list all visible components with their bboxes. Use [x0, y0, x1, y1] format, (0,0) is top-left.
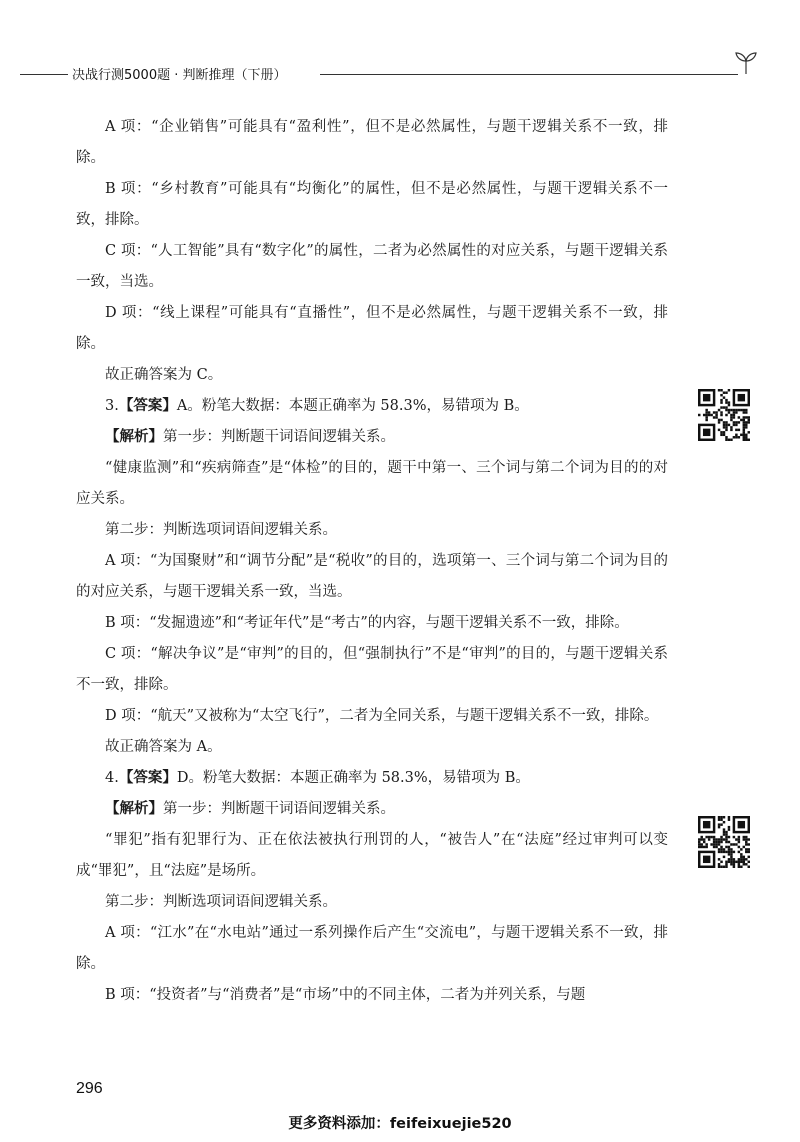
question-number: 3. — [105, 398, 119, 414]
page-number: 296 — [76, 1080, 103, 1097]
paragraph: 故正确答案为 C。 — [105, 367, 223, 383]
paragraph: “健康监测”和“疾病筛查”是“体检”的目的，题干中第一、三个词与第二个词为目的的对应关系。 — [76, 460, 668, 507]
paragraph: D 项：“航天”又被称为“太空飞行”，二者为全同关系，与题干逻辑关系不一致，排除。 — [105, 708, 659, 724]
analysis-label: 【解析】 — [105, 801, 163, 817]
answer-text: D。粉笔大数据：本题正确率为 58.3%，易错项为 B。 — [176, 770, 530, 786]
header-rule-left — [20, 74, 68, 75]
paragraph: A 项：“为国聚财”和“调节分配”是“税收”的目的，选项第一、三个词与第二个词为目的的对应关系，与题干逻辑关系一致，当选。 — [76, 553, 668, 600]
qr-code-icon[interactable] — [698, 389, 750, 441]
paragraph: B 项：“发掘遗迹”和“考证年代”是“考古”的内容，与题干逻辑关系不一致，排除。 — [105, 615, 629, 631]
answer-label: 【答案】 — [118, 398, 177, 414]
analysis-label: 【解析】 — [105, 429, 163, 445]
header-rule-right — [320, 74, 738, 75]
analysis-line — [76, 794, 668, 825]
paragraph: A 项：“企业销售”可能具有“盈利性”，但不是必然属性，与题干逻辑关系不一致，排除。 — [76, 119, 668, 166]
answer-line — [76, 763, 668, 794]
analysis-text: 第一步：判断题干词语间逻辑关系。 — [163, 801, 395, 817]
paragraph: “罪犯”指有犯罪行为、正在依法被执行刑罚的人，“被告人”在“法庭”经过审判可以变成“罪犯”，且“法庭”是场所。 — [76, 832, 668, 879]
paragraph: 故正确答案为 A。 — [105, 739, 222, 755]
qr-code-icon[interactable] — [698, 816, 750, 868]
paragraph: B 项：“乡村教育”可能具有“均衡化”的属性，但不是必然属性，与题干逻辑关系不一致，排除。 — [76, 181, 668, 228]
paragraph: 第二步：判断选项词语间逻辑关系。 — [105, 894, 337, 910]
paragraph: 第二步：判断选项词语间逻辑关系。 — [105, 522, 337, 538]
answer-label: 【答案】 — [118, 770, 177, 786]
paragraph: A 项：“江水”在“水电站”通过一系列操作后产生“交流电”，与题干逻辑关系不一致，排除。 — [76, 925, 668, 972]
paragraph: C 项：“解决争议”是“审判”的目的，但“强制执行”不是“审判”的目的，与题干逻辑关系不一致，排除。 — [76, 646, 668, 693]
paragraph: C 项：“人工智能”具有“数字化”的属性，二者为必然属性的对应关系，与题干逻辑关系一致，当选。 — [76, 243, 668, 290]
header-title: 决战行测5000题 · 判断推理（下册） — [72, 68, 287, 83]
paragraph: B 项：“投资者”与“消费者”是“市场”中的不同主体，二者为并列关系，与题 — [105, 987, 586, 1003]
question-number: 4. — [105, 770, 119, 786]
running-header — [20, 62, 760, 88]
sprout-icon — [732, 48, 760, 76]
answer-line — [76, 391, 668, 422]
analysis-line — [76, 422, 668, 453]
answer-explanations — [76, 112, 668, 1011]
answer-text: A。粉笔大数据：本题正确率为 58.3%，易错项为 B。 — [176, 398, 529, 414]
footer-note: 更多资料添加：feifeixuejie520 — [288, 1116, 512, 1132]
analysis-text: 第一步：判断题干词语间逻辑关系。 — [163, 429, 395, 445]
paragraph: D 项：“线上课程”可能具有“直播性”，但不是必然属性，与题干逻辑关系不一致，排除。 — [76, 305, 668, 352]
